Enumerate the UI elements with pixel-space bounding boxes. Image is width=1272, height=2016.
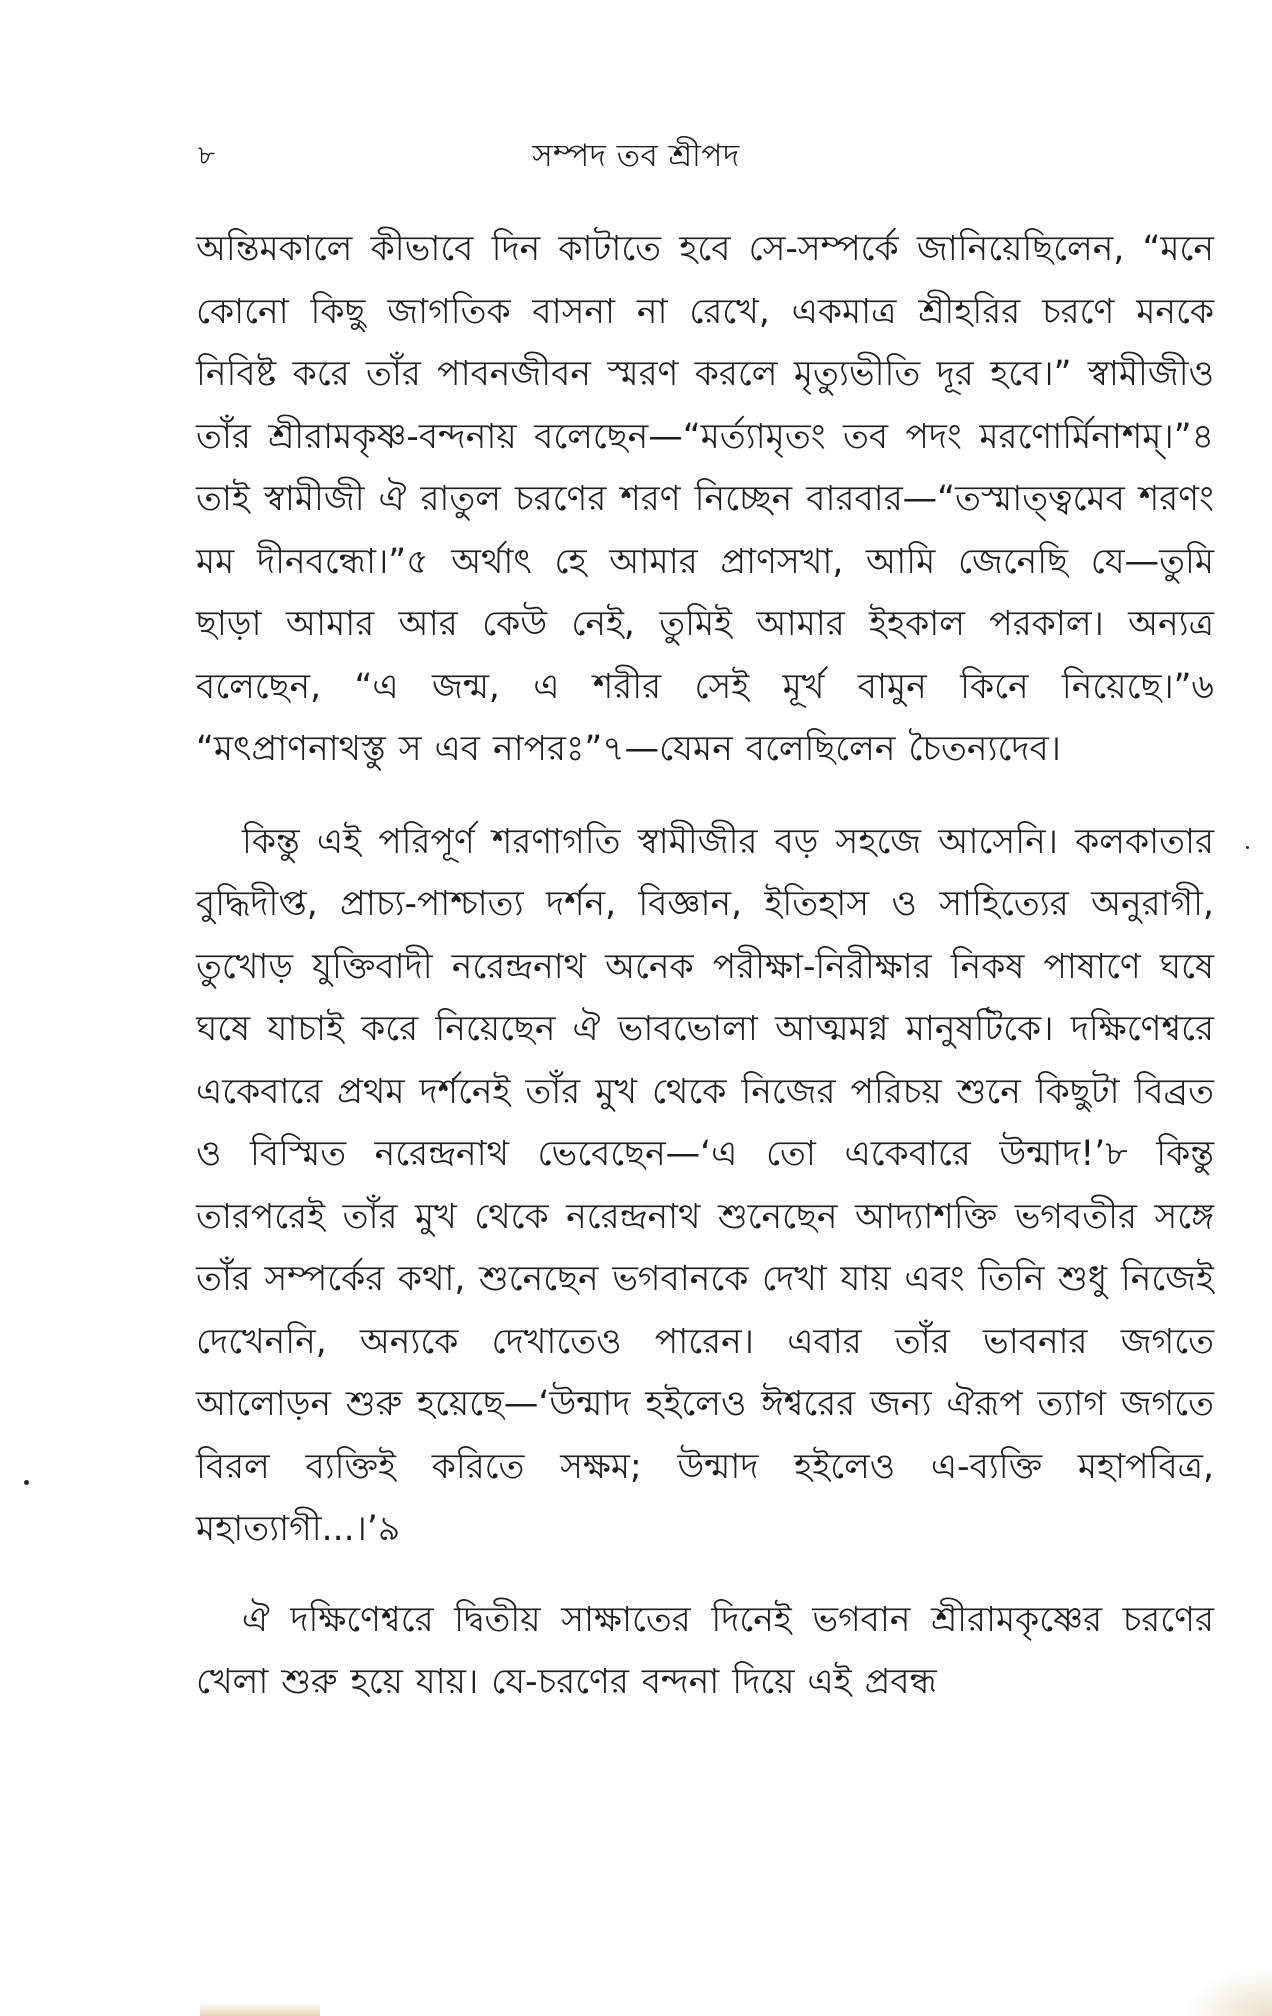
- running-head: [0, 128, 1272, 188]
- paragraph-2: কিন্তু এই পরিপূর্ণ শরণাগতি স্বামীজীর বড় সহজে আসেনি। কলকাতার বুদ্ধিদীপ্ত, প্রাচ্য-পাশ্চাত্য দর্শন, বিজ্ঞান, ইতিহাস ও সাহিত্যের অনুরাগী, তুখোড় যুক্তিবাদী নরেন্দ্রনাথ অনেক পরীক্ষা-নিরীক্ষার নিকষ পাষাণে ঘষে ঘষে যাচাই করে নিয়েছেন ঐ ভাবভোলা আত্মমগ্ন মানুষটিকে। দক্ষিণেশ্বরে একেবারে প্রথম দর্শনেই তাঁর মুখ থেকে নিজের পরিচয় শুনে কিছুটা বিব্রত ও বিস্মিত নরেন্দ্রনাথ ভেবেছেন—‘এ তো একেবারে উন্মাদ!’৮ কিন্তু তারপরেই তাঁর মুখ থেকে নরেন্দ্রনাথ শুনেছেন আদ্যাশক্তি ভগবতীর সঙ্গে তাঁর সম্পর্কের কথা, শুনেছেন ভগবানকে দেখা যায় এবং তিনি শুধু নিজেই দেখেননি, অন্যকে দেখাতেও পারেন। এবার তাঁর ভাবনার জগতে আলোড়ন শুরু হয়েছে—‘উন্মাদ হইলেও ঈশ্বরের জন্য ঐরূপ ত্যাগ জগতে বিরল ব্যক্তিই করিতে সক্ষম; উন্মাদ হইলেও এ-ব্যক্তি মহাপবিত্র, মহাত্যাগী...।’৯: [196, 821, 1214, 1549]
- paragraph-1: অন্তিমকালে কীভাবে দিন কাটাতে হবে সে-সম্পর্কে জানিয়েছিলেন, “মনে কোনো কিছু জাগতিক বাসনা না রেখে, একমাত্র শ্রীহরির চরণে মনকে নিবিষ্ট করে তাঁর পাবনজীবন স্মরণ করলে মৃত্যুভীতি দূর হবে।” স্বামীজীও তাঁর শ্রীরামকৃষ্ণ-বন্দনায় বলেছেন—“মর্ত্যামৃতং তব পদং মরণোর্মিনাশম্।”৪ তাই স্বামীজী ঐ রাতুল চরণের শরণ নিচ্ছেন বারবার—“তস্মাত্ত্বমেব শরণং মম দীনবন্ধো।”৫ অর্থাৎ হে আমার প্রাণসখা, আমি জেনেছি যে—তুমি ছাড়া আমার আর কেউ নেই, তুমিই আমার ইহকাল পরকাল। অন্যত্র বলেছেন, “এ জন্ম, এ শরীর সেই মূর্খ বামুন কিনে নিয়েছে।”৬ “মৎপ্রাণনাথস্তু স এব নাপরঃ”৭—যেমন বলেছিলেন চৈতন্যদেব।: [196, 229, 1214, 769]
- page-corner-shadow: [1182, 1966, 1272, 2016]
- running-title: সম্পদ তব শ্রীপদ: [532, 138, 740, 174]
- paragraph-3: ঐ দক্ষিণেশ্বরে দ্বিতীয় সাক্ষাতের দিনেই ভগবান শ্রীরামকৃষ্ণের চরণের খেলা শুরু হয়ে যায়। যে-চরণের বন্দনা দিয়ে এই প্রবন্ধ: [196, 1599, 1214, 1702]
- page-number: ৮: [198, 141, 215, 171]
- body-text: [196, 218, 1214, 1714]
- ink-speck: [24, 1480, 29, 1485]
- page-edge-shadow: [200, 2002, 320, 2016]
- ink-speck: [1246, 846, 1249, 849]
